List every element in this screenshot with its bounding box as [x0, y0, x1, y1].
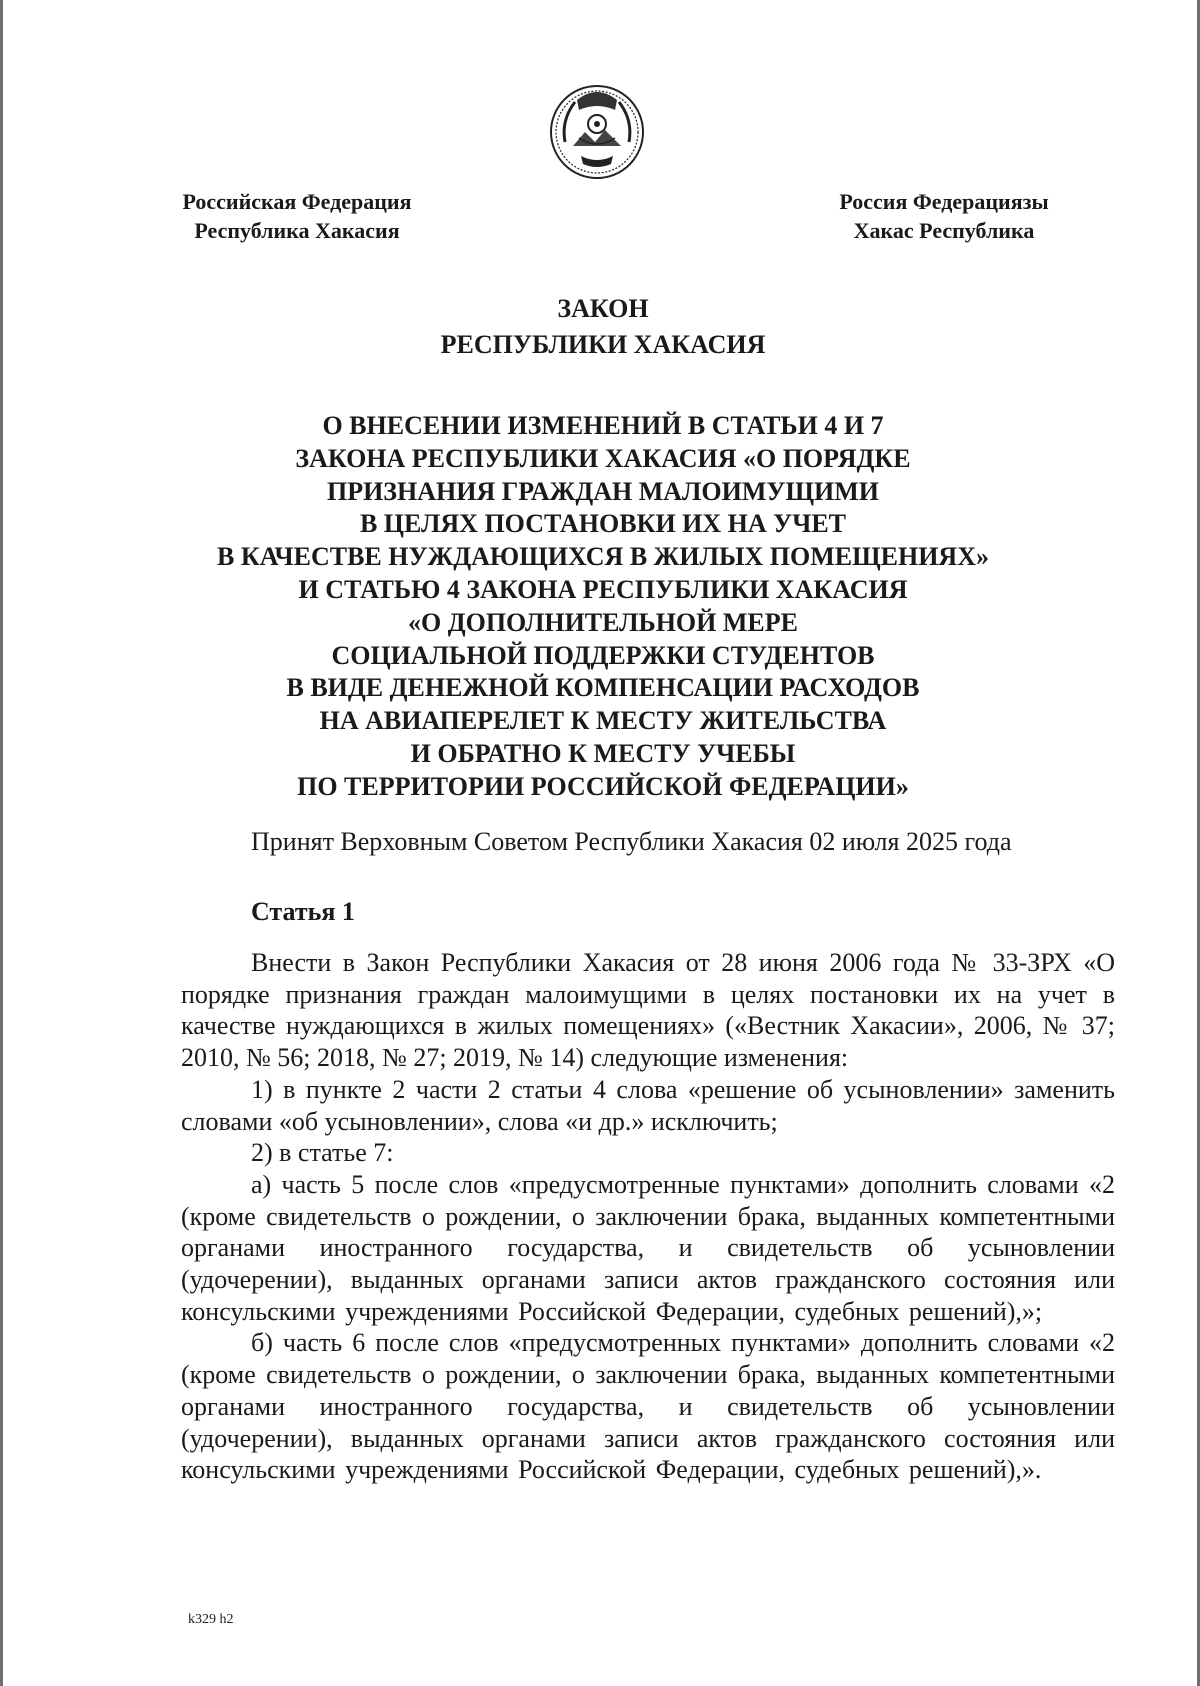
law-subject-line: СОЦИАЛЬНОЙ ПОДДЕРЖКИ СТУДЕНТОВ [331, 640, 875, 670]
law-subject-line: В ЦЕЛЯХ ПОСТАНОВКИ ИХ НА УЧЕТ [359, 509, 847, 539]
header-right-line: Хакас Республика [853, 218, 1035, 243]
header-right [813, 187, 1075, 245]
law-subject-line: И СТАТЬЮ 4 ЗАКОНА РЕСПУБЛИКИ ХАКАСИЯ [298, 574, 908, 604]
article-paragraph: а) часть 5 после слов «предусмотренные пунктами» дополнить словами «2 (кроме свидетельств о рождении, о заключении брака, выданных компетентными органами иностранного государства, и свидетельств об усыновлении (удочерении), выданных органами записи актов гражданского состояния или консульскими учреждениями Российской Федерации, судебных решений),»; [181, 1169, 1115, 1326]
law-subject-line: НА АВИАПЕРЕЛЕТ К МЕСТУ ЖИТЕЛЬСТВА [319, 706, 887, 736]
article-heading: Статья 1 [251, 897, 355, 926]
coat-of-arms-of-khakassia-icon [545, 80, 649, 184]
header-right-line: Россия Федерациязы [839, 189, 1049, 214]
law-subject-line: В КАЧЕСТВЕ НУЖДАЮЩИХСЯ В ЖИЛЫХ ПОМЕЩЕНИЯХ» [217, 542, 989, 572]
law-subject-line: «О ДОПОЛНИТЕЛЬНОЙ МЕРЕ [408, 607, 798, 637]
article-body [181, 947, 1115, 1486]
article-paragraph: б) часть 6 после слов «предусмотренных пунктами» дополнить словами «2 (кроме свидетельств о рождении, о заключении брака, выданных компетентными органами иностранного государства, и свидетельств об усыновлении (удочерении), выданных органами записи актов гражданского состояния или консульскими учреждениями Российской Федерации, судебных решений),». [181, 1328, 1115, 1485]
header-left [163, 187, 431, 245]
adoption-date-line: Принят Верховным Советом Республики Хакасия 02 июля 2025 года [251, 827, 1012, 856]
law-title [153, 291, 1053, 363]
law-subject-line: ПРИЗНАНИЯ ГРАЖДАН МАЛОИМУЩИМИ [326, 476, 880, 506]
law-subject-line: В ВИДЕ ДЕНЕЖНОЙ КОМПЕНСАЦИИ РАСХОДОВ [286, 673, 920, 703]
law-subject-line: ПО ТЕРРИТОРИИ РОССИЙСКОЙ ФЕДЕРАЦИИ» [297, 771, 909, 801]
footer-document-code: k329 h2 [188, 1612, 234, 1627]
law-subject-line: ЗАКОНА РЕСПУБЛИКИ ХАКАСИЯ «О ПОРЯДКЕ [295, 443, 911, 473]
law-subject-line: О ВНЕСЕНИИ ИЗМЕНЕНИЙ В СТАТЬИ 4 И 7 [322, 411, 884, 440]
law-subject [153, 410, 1053, 804]
law-title-line: РЕСПУБЛИКИ ХАКАСИЯ [440, 330, 766, 359]
header-left-line: Республика Хакасия [194, 218, 400, 243]
article-paragraph: 2) в статье 7: [251, 1138, 394, 1168]
law-title-line: ЗАКОН [557, 294, 649, 323]
header-left-line: Российская Федерация [182, 189, 412, 214]
law-subject-line: И ОБРАТНО К МЕСТУ УЧЕБЫ [410, 738, 796, 768]
article-paragraph: 1) в пункте 2 части 2 статьи 4 слова «решение об усыновлении» заменить словами «об усыновлении», слова «и др.» исключить; [181, 1074, 1115, 1136]
article-paragraph: Внести в Закон Республики Хакасия от 28 июня 2006 года № 33-ЗРХ «О порядке признания граждан малоимущими в целях постановки их на учет в качестве нуждающихся в жилых помещениях» («Вестник Хакасии», 2006, № 37; 2010, № 56; 2018, № 27; 2019, № 14) следующие изменения: [181, 948, 1115, 1073]
